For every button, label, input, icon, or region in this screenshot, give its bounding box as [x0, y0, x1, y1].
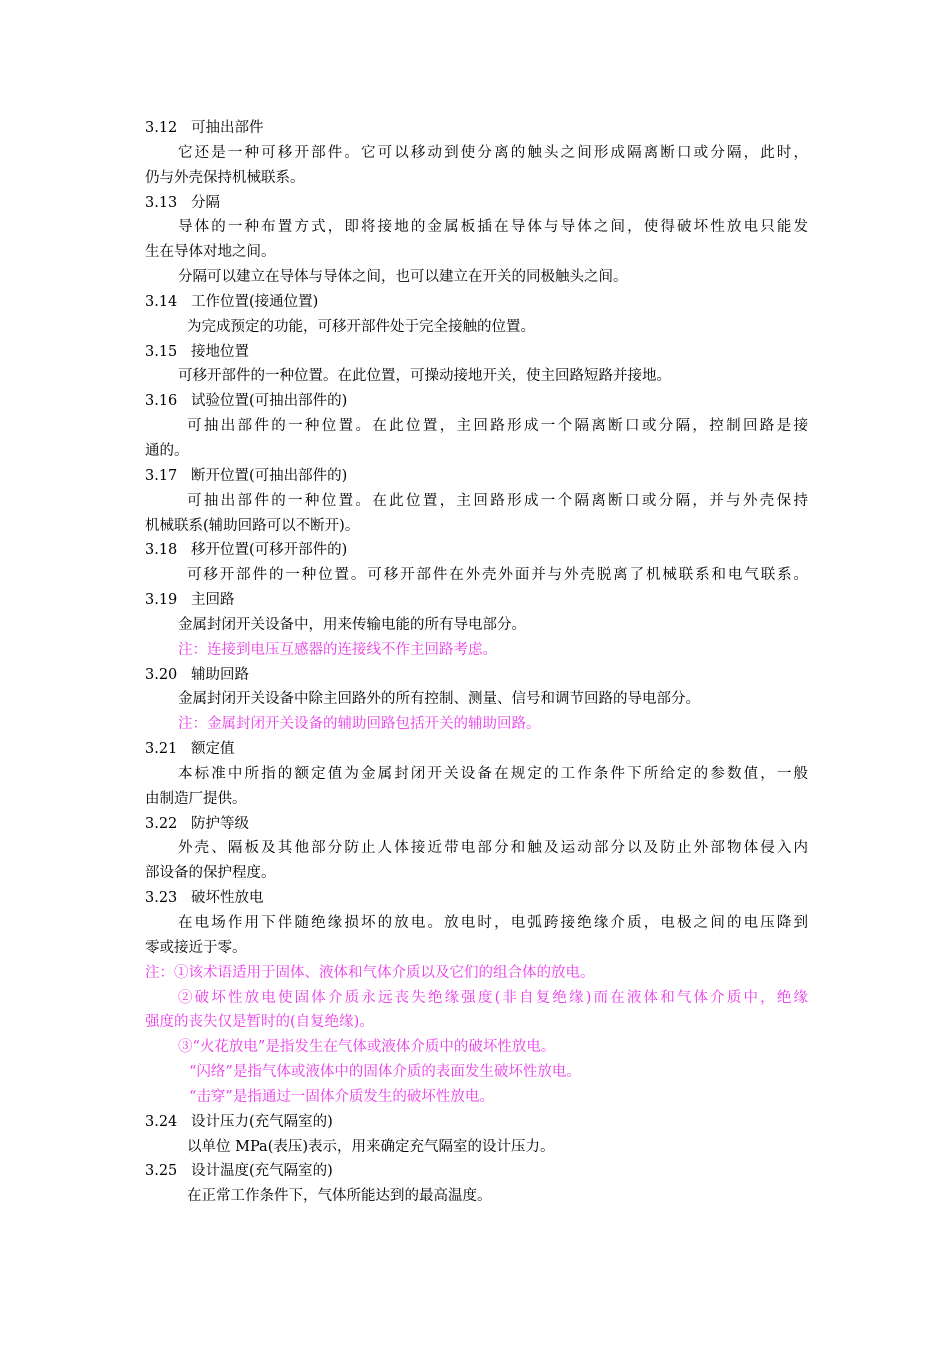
section-number: 3.20: [145, 666, 178, 683]
section-title: 设计压力(充气隔室的): [191, 1113, 333, 1130]
section-number: 3.18: [145, 542, 178, 559]
note-line: “击穿”是指通过一固体介质发生的破坏性放电。: [189, 1088, 494, 1105]
section-number: 3.12: [145, 120, 178, 136]
body-text-line: 可抽出部件的一种位置。在此位置，主回路形成一个隔离断口或分隔，并与外壳保持: [187, 492, 808, 509]
note-line: 注：连接到电压互感器的连接线不作主回路考虑。: [178, 641, 497, 658]
section-title: 断开位置(可抽出部件的): [191, 467, 348, 484]
section-title: 接地位置: [191, 343, 249, 360]
section-heading: [145, 737, 808, 762]
section-number: 3.16: [145, 393, 178, 410]
section-number: 3.19: [145, 592, 178, 609]
body-text-line: 外壳、隔板及其他部分防止人体接近带电部分和触及运动部分以及防止外部物体侵入内: [178, 840, 808, 857]
section-number: 3.13: [145, 194, 178, 211]
section-heading: [145, 588, 808, 613]
section-heading: [145, 290, 808, 315]
section-heading: [145, 1159, 808, 1184]
body-text-line: 导体的一种布置方式，即将接地的金属板插在导体与导体之间，使得破坏性放电只能发: [178, 219, 808, 236]
section-title: 额定值: [191, 741, 235, 758]
section-number: 3.22: [145, 815, 178, 832]
body-text-line: 以单位 MPa(表压)表示，用来确定充气隔室的设计压力。: [187, 1138, 555, 1155]
section-heading: [145, 191, 808, 216]
section-title: 防护等级: [191, 815, 249, 832]
body-text-line: 生在导体对地之间。: [145, 244, 276, 261]
body-text-line: 可抽出部件的一种位置。在此位置，主回路形成一个隔离断口或分隔，控制回路是接: [187, 418, 808, 435]
note-line: ③“火花放电”是指发生在气体或液体介质中的破坏性放电。: [178, 1039, 556, 1056]
section-number: 3.24: [145, 1113, 178, 1130]
section-heading: [145, 538, 808, 563]
section-heading: [145, 1110, 808, 1135]
section-number: 3.23: [145, 890, 178, 907]
note-line: 注：①该术语适用于固体、液体和气体介质以及它们的组合体的放电。: [145, 964, 595, 981]
section-number: 3.21: [145, 741, 178, 758]
section-heading: [145, 663, 808, 688]
body-text-line: 它还是一种可移开部件。它可以移动到使分离的触头之间形成隔离断口或分隔，此时，: [178, 144, 808, 161]
document-body: [145, 116, 808, 1209]
body-text-line: 可移开部件的一种位置。可移开部件在外壳外面并与外壳脱离了机械联系和电气联系。: [187, 567, 808, 584]
body-text-line: 可移开部件的一种位置。在此位置，可操动接地开关，使主回路短路并接地。: [178, 368, 671, 385]
section-heading: [145, 886, 808, 911]
body-text-line: 零或接近于零。: [145, 939, 247, 956]
body-text-line: 仍与外壳保持机械联系。: [145, 169, 305, 186]
section-title: 破坏性放电: [191, 890, 264, 907]
section-number: 3.17: [145, 467, 178, 484]
section-title: 可抽出部件: [191, 120, 264, 136]
section-title: 设计温度(充气隔室的): [191, 1163, 333, 1180]
section-title: 主回路: [191, 592, 235, 609]
body-text-line: 本标准中所指的额定值为金属封闭开关设备在规定的工作条件下所给定的参数值，一般: [178, 765, 808, 782]
section-number: 3.25: [145, 1163, 178, 1180]
section-heading: [145, 116, 808, 141]
section-title: 辅助回路: [191, 666, 249, 683]
body-text-line: 金属封闭开关设备中，用来传输电能的所有导电部分。: [178, 616, 526, 633]
section-heading: [145, 812, 808, 837]
section-title: 移开位置(可移开部件的): [191, 542, 348, 559]
section-number: 3.15: [145, 343, 178, 360]
body-text-line: 由制造厂提供。: [145, 790, 247, 807]
section-title: 试验位置(可抽出部件的): [191, 393, 348, 410]
body-text-line: 分隔可以建立在导体与导体之间，也可以建立在开关的同极触头之间。: [178, 269, 628, 286]
note-line: ②破坏性放电使固体介质永远丧失绝缘强度(非自复绝缘)而在液体和气体介质中，绝缘: [178, 989, 808, 1006]
section-heading: [145, 389, 808, 414]
section-heading: [145, 464, 808, 489]
note-line: 注：金属封闭开关设备的辅助回路包括开关的辅助回路。: [178, 716, 541, 733]
body-text-line: 金属封闭开关设备中除主回路外的所有控制、测量、信号和调节回路的导电部分。: [178, 691, 700, 708]
body-text-line: 部设备的保护程度。: [145, 865, 276, 882]
note-line: “闪络”是指气体或液体中的固体介质的表面发生破坏性放电。: [189, 1064, 581, 1081]
section-title: 工作位置(接通位置): [191, 293, 319, 310]
body-text-line: 在电场作用下伴随绝缘损坏的放电。放电时，电弧跨接绝缘介质，电极之间的电压降到: [178, 915, 808, 931]
body-text-line: 机械联系(辅助回路可以不断开)。: [145, 517, 360, 534]
section-heading: [145, 340, 808, 365]
body-text-line: 为完成预定的功能，可移开部件处于完全接触的位置。: [187, 318, 535, 335]
body-text-line: 通的。: [145, 442, 189, 459]
note-line: 强度的丧失仅是暂时的(自复绝缘)。: [145, 1014, 374, 1031]
section-title: 分隔: [191, 194, 220, 211]
section-number: 3.14: [145, 293, 178, 310]
body-text-line: 在正常工作条件下，气体所能达到的最高温度。: [187, 1188, 492, 1205]
